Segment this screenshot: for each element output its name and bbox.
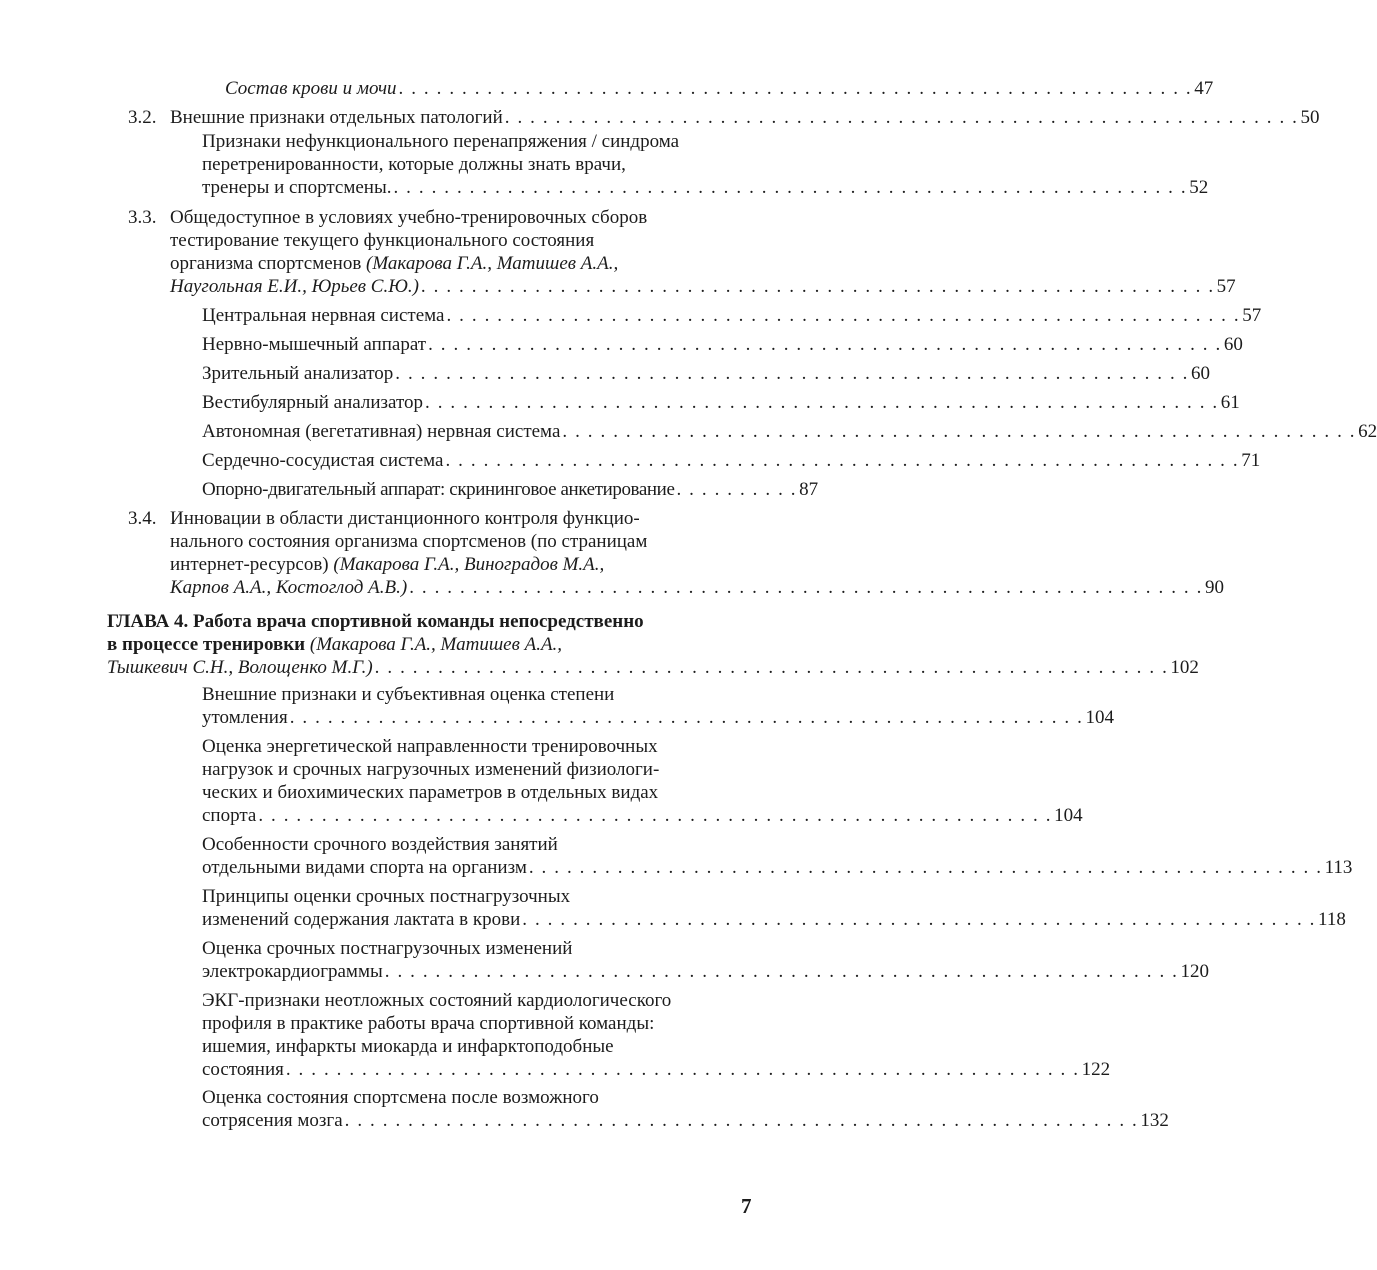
toc-entry-page: 118 <box>1318 909 1346 930</box>
toc-entry-page: 120 <box>1180 961 1209 982</box>
toc-section-3-4 <box>170 576 1224 599</box>
toc-entry <box>225 77 1214 100</box>
toc-entry-title-line: Особенности срочного воздействия занятий <box>202 834 558 855</box>
toc-entry-title-line: Принципы оценки срочных постнагрузочных <box>202 886 571 907</box>
toc-section-title-line: Инновации в области дистанционного контроля функцио- <box>170 508 640 529</box>
toc-section-3-2 <box>170 106 1320 129</box>
toc-entry <box>202 362 1211 385</box>
toc-entry <box>202 333 1243 356</box>
toc-entry-title: Центральная нервная система <box>202 305 445 326</box>
leader-dots: . . . . . . . . . . . . . . . . . . . . . . . . . . . . . . . . . . . . . . . . . . . . . . . . . . . . . . . . . . . . . . . <box>393 177 1188 198</box>
toc-entry-page: 50 <box>1300 107 1320 128</box>
chapter-title-text: в процессе тренировки <box>107 634 306 655</box>
toc-entry-title: сотрясения мозга <box>202 1110 343 1131</box>
page-number: 7 <box>741 1194 752 1218</box>
toc-entry-title-line: Внешние признаки и субъективная оценка степени <box>202 684 615 705</box>
toc-entry-title-line: ЭКГ-признаки неотложных состояний кардиологического <box>202 990 672 1011</box>
toc-section-title-line <box>170 252 618 275</box>
toc-section-title-text: организма спортсменов <box>170 253 367 274</box>
toc-entry-page: 57 <box>1216 276 1236 297</box>
toc-entry-title: Зрительный анализатор <box>202 363 394 384</box>
leader-dots: . . . . . . . . . . . . . . . . . . . . . . . . . . . . . . . . . . . . . . . . . . . . . . . . . . . . . . . . . . . . . . . <box>425 392 1219 413</box>
leader-dots: . . . . . . . . . . . . . . . . . . . . . . . . . . . . . . . . . . . . . . . . . . . . . . . . . . . . . . . . . . . . . . . <box>289 707 1084 728</box>
toc-entry-title: Автономная (вегетативная) нервная система <box>202 421 561 442</box>
leader-dots: . . . . . . . . . . <box>676 479 798 500</box>
toc-entry-page: 102 <box>1170 657 1199 678</box>
leader-dots: . . . . . . . . . . . . . . . . . . . . . . . . . . . . . . . . . . . . . . . . . . . . . . . . . . . . . . . . . . . . . . . <box>395 363 1190 384</box>
toc-entry-title: Состав крови и мочи <box>225 78 397 99</box>
toc-entry-title-line: Признаки нефункционального перенапряжения / синдрома <box>202 131 680 152</box>
toc-entry-page: 122 <box>1081 1059 1111 1080</box>
toc-entry-page: 87 <box>799 479 819 500</box>
leader-dots: . . . . . . . . . . . . . . . . . . . . . . . . . . . . . . . . . . . . . . . . . . . . . . . . . . . . . . . . . . . . . . . <box>445 450 1240 471</box>
toc-entry-title-line: Оценка состояния спортсмена после возможного <box>202 1087 599 1108</box>
leader-dots: . . . . . . . . . . . . . . . . . . . . . . . . . . . . . . . . . . . . . . . . . . . . . . . . . . . . . . . . . . . . . . . <box>420 276 1215 297</box>
toc-entry-page: 52 <box>1189 177 1209 198</box>
toc-entry-page: 71 <box>1241 450 1261 471</box>
leader-dots: . . . . . . . . . . . . . . . . . . . . . . . . . . . . . . . . . . . . . . . . . . . . . . . . . . . . . . . . . . . . . . . <box>258 805 1053 826</box>
toc-section-3-3 <box>170 275 1236 298</box>
leader-dots: . . . . . . . . . . . . . . . . . . . . . . . . . . . . . . . . . . . . . . . . . . . . . . . . . . . . . . . . . . . . . . . <box>409 577 1203 598</box>
toc-authors: (Макарова Г.А., Виноградов М.А., <box>333 554 605 575</box>
toc-entry <box>202 804 1083 827</box>
toc-entry <box>202 391 1240 414</box>
toc-entry-title: Опорно-двигательный аппарат: скрининговое анкетирование <box>202 479 675 500</box>
leader-dots: . . . . . . . . . . . . . . . . . . . . . . . . . . . . . . . . . . . . . . . . . . . . . . . . . . . . . . . . . . . . . . . <box>398 78 1193 99</box>
toc-entry-title: отдельными видами спорта на организм <box>202 857 527 878</box>
leader-dots: . . . . . . . . . . . . . . . . . . . . . . . . . . . . . . . . . . . . . . . . . . . . . . . . . . . . . . . . . . . . . . . <box>384 961 1179 982</box>
toc-entry-page: 57 <box>1242 305 1262 326</box>
toc-entry <box>202 304 1262 327</box>
toc-entry <box>202 420 1377 443</box>
toc-entry-page: 60 <box>1191 363 1211 384</box>
toc-authors: Карпов А.А., Костоглод А.В.) <box>170 577 408 598</box>
chapter-title-line: ГЛАВА 4. Работа врача спортивной команды непосредственно <box>107 611 644 632</box>
toc-section-title-text: интернет-ресурсов) <box>170 554 334 575</box>
toc-entry-page: 113 <box>1324 857 1353 878</box>
toc-entry-page: 90 <box>1204 577 1224 598</box>
toc-entry <box>202 176 1209 199</box>
leader-dots: . . . . . . . . . . . . . . . . . . . . . . . . . . . . . . . . . . . . . . . . . . . . . . . . . . . . . . . . . . . . . . . <box>428 334 1222 355</box>
toc-section-title-line: Общедоступное в условиях учебно-тренировочных сборов <box>170 207 648 228</box>
leader-dots: . . . . . . . . . . . . . . . . . . . . . . . . . . . . . . . . . . . . . . . . . . . . . . . . . . . . . . . . . . . . . . . <box>522 909 1317 930</box>
toc-entry-title: Сердечно-сосудистая система <box>202 450 444 471</box>
leader-dots: . . . . . . . . . . . . . . . . . . . . . . . . . . . . . . . . . . . . . . . . . . . . . . . . . . . . . . . . . . . . . . . <box>528 857 1323 878</box>
section-number: 3.2. <box>128 107 157 128</box>
leader-dots: . . . . . . . . . . . . . . . . . . . . . . . . . . . . . . . . . . . . . . . . . . . . . . . . . . . . . . . . . . . . . . . <box>562 421 1357 442</box>
chapter-authors: (Макарова Г.А., Матишев А.А., <box>305 634 563 655</box>
section-number: 3.4. <box>128 508 157 529</box>
toc-entry <box>202 1109 1169 1132</box>
toc-entry <box>202 478 819 501</box>
chapter-authors: Тышкевич С.Н., Волощенко М.Г.) <box>107 657 373 678</box>
toc-entry-title-line: Оценка срочных постнагрузочных изменений <box>202 938 573 959</box>
toc-entry <box>202 449 1261 472</box>
toc-entry-title: тренеры и спортсмены. <box>202 177 392 198</box>
toc-entry-page: 60 <box>1223 334 1243 355</box>
section-number: 3.3. <box>128 207 157 228</box>
toc-entry-title: Внешние признаки отдельных патологий <box>170 107 503 128</box>
toc-entry-title: Вестибулярный анализатор <box>202 392 424 413</box>
toc-entry <box>202 706 1114 729</box>
toc-entry-title-line: профиля в практике работы врача спортивной команды: <box>202 1013 655 1034</box>
toc-entry-title: спорта <box>202 805 257 826</box>
toc-entry-page: 61 <box>1220 392 1240 413</box>
toc-entry-title: изменений содержания лактата в крови <box>202 909 521 930</box>
toc-entry-title-line: ческих и биохимических параметров в отдельных видах <box>202 782 659 803</box>
leader-dots: . . . . . . . . . . . . . . . . . . . . . . . . . . . . . . . . . . . . . . . . . . . . . . . . . . . . . . . . . . . . . . . <box>285 1059 1080 1080</box>
toc-section-title-line <box>170 553 604 576</box>
toc-entry-title-line: Оценка энергетической направленности тренировочных <box>202 736 658 757</box>
leader-dots: . . . . . . . . . . . . . . . . . . . . . . . . . . . . . . . . . . . . . . . . . . . . . . . . . . . . . . . . . . . . . . . <box>504 107 1299 128</box>
toc-entry-title-line: перетренированности, которые должны знать врачи, <box>202 154 626 175</box>
toc-entry-page: 62 <box>1358 421 1377 442</box>
toc-entry-title: электрокардиограммы <box>202 961 383 982</box>
toc-entry-page: 132 <box>1140 1110 1169 1131</box>
toc-entry <box>202 1058 1111 1081</box>
leader-dots: . . . . . . . . . . . . . . . . . . . . . . . . . . . . . . . . . . . . . . . . . . . . . . . . . . . . . . . . . . . . . . . <box>374 657 1169 678</box>
toc-authors: (Макарова Г.А., Матишев А.А., <box>366 253 619 274</box>
toc-authors: Наугольная Е.И., Юрьев С.Ю.) <box>170 276 419 297</box>
toc-section-title-line: тестирование текущего функционального состояния <box>170 230 595 251</box>
toc-entry-title-line: нагрузок и срочных нагрузочных изменений физиологи- <box>202 759 660 780</box>
leader-dots: . . . . . . . . . . . . . . . . . . . . . . . . . . . . . . . . . . . . . . . . . . . . . . . . . . . . . . . . . . . . . . . <box>446 305 1241 326</box>
toc-entry-page: 47 <box>1194 78 1214 99</box>
toc-entry <box>202 960 1209 983</box>
toc-section-title-line: нального состояния организма спортсменов (по страницам <box>170 531 648 552</box>
chapter-title-line <box>107 633 562 656</box>
toc-entry-title: утомления <box>202 707 288 728</box>
toc-entry-title-line: ишемия, инфаркты миокарда и инфарктоподобные <box>202 1036 614 1057</box>
toc-entry-title: состояния <box>202 1059 284 1080</box>
toc-entry <box>202 856 1353 879</box>
toc-entry-title: Нервно-мышечный аппарат <box>202 334 427 355</box>
toc-entry <box>202 908 1346 931</box>
toc-entry-page: 104 <box>1085 707 1114 728</box>
toc-entry-page: 104 <box>1054 805 1083 826</box>
leader-dots: . . . . . . . . . . . . . . . . . . . . . . . . . . . . . . . . . . . . . . . . . . . . . . . . . . . . . . . . . . . . . . . <box>344 1110 1139 1131</box>
toc-chapter-4 <box>107 656 1199 679</box>
